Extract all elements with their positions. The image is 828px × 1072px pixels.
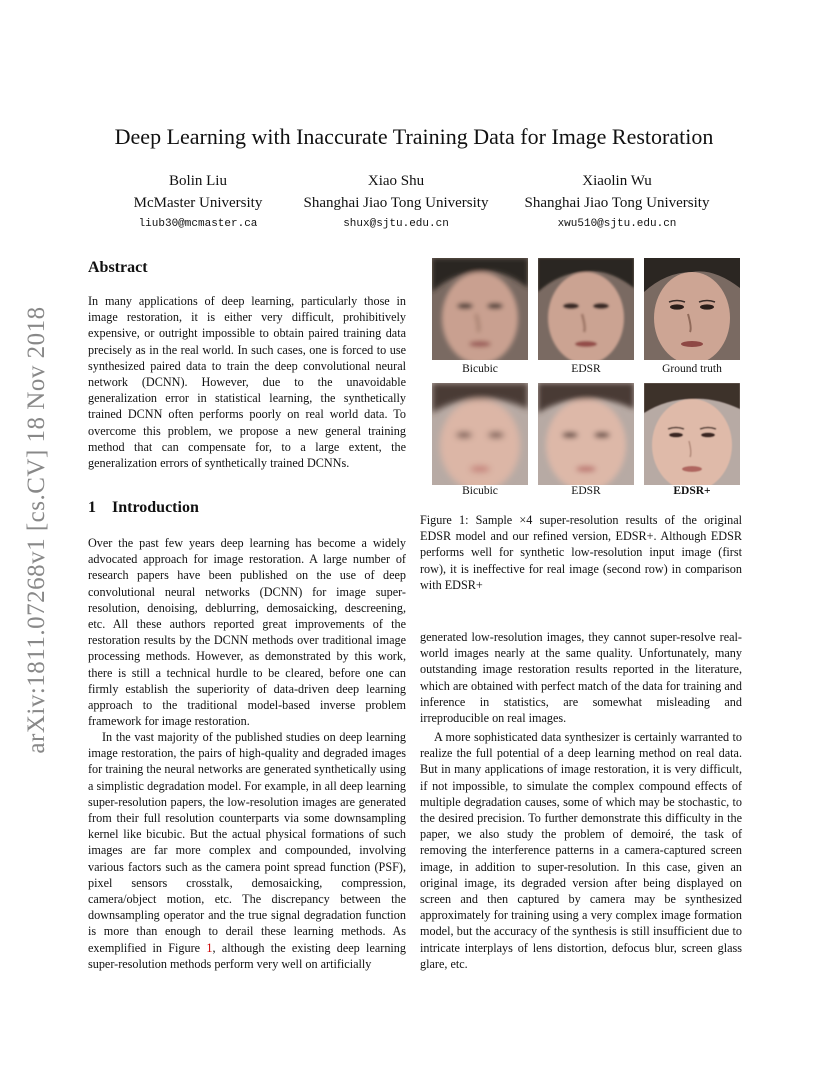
introduction-heading <box>88 499 199 517</box>
face-image-bicubic-synthetic <box>432 258 528 360</box>
label-ground-truth: Ground truth <box>662 363 722 375</box>
section-title: Introduction <box>112 499 199 516</box>
face-image-edsr-plus-real <box>644 383 740 485</box>
abstract-text: In many applications of deep learning, particularly those in image restoration, it is either very difficult, prohibitively expensive, or outright impossible to obtain paired training data precisely as in the real world. In such cases, one is forced to use synthesized paired data to train the deep convolutional neural network (DCNN). However, due to the unavoidable generalization error in statistical learning, the synthetically trained DCNN often performs poorly on real world data. To overcome this problem, we propose a new general training method that can compensate for, to a large extent, the generalization errors of synthetically trained DCNNs. <box>88 294 406 471</box>
author-email: xwu510@sjtu.edu.cn <box>557 218 677 230</box>
author-name: Xiao Shu <box>367 173 425 189</box>
face-image-bicubic-real <box>432 383 528 485</box>
author-name: Bolin Liu <box>169 173 227 189</box>
arxiv-stamp: arXiv:1811.07268v1 [cs.CV] 18 Nov 2018 <box>23 306 50 754</box>
face-image-ground-truth <box>644 258 740 360</box>
author-3 <box>512 170 722 230</box>
author-2 <box>280 170 512 230</box>
author-name: Xiaolin Wu <box>582 173 652 189</box>
paragraph-text: , although the existing deep learning super-resolution methods perform very well on artificially <box>88 940 406 971</box>
author-affiliation: McMaster University <box>133 195 263 211</box>
intro-paragraph-1: Over the past few years deep learning has become a widely advocated approach for image restoration. A large number of research papers have been published on the use of deep convolutional neural networks (DCNN) for image super-resolution, denoising, deblurring, demosaicking, descreening, etc. All these authors reported great improvements of the restoration results by the DCNN methods over traditional image processing methods. However, as demonstrated by this work, there is still a technical hurdle to be cleared, before one can firmly establish the superiority of data-driven deep learning approach to the traditional model-based inverse problem framework for image restoration. <box>88 536 406 729</box>
figure-caption: Figure 1: Sample ×4 super-resolution results of the original EDSR model and our refined version, EDSR+. Although EDSR performs well for synthetic low-resolution input image (first row), it is ineffective for real image (second row) in comparison with EDSR+ <box>420 513 742 592</box>
figure-reference-link[interactable]: 1 <box>206 940 213 955</box>
intro-paragraph-3: generated low-resolution images, they cannot super-resolve real-world images nearly at the same quality. Unfortunately, many outstanding image restoration results reported in the literature, which are obtained with perfect match of the data for training and inference in statistics, are somewhat misleading and irreproducible on real images. <box>420 630 742 726</box>
intro-paragraph-2 <box>88 729 406 972</box>
author-email: shux@sjtu.edu.cn <box>343 218 449 230</box>
face-image-edsr-real <box>538 383 634 485</box>
intro-paragraph-4: A more sophisticated data synthesizer is certainly warranted to realize the full potential of a deep learning method on real data. But in many applications of image restoration, it is very difficult, if not impossible, to simulate the complex compound effects of multiple degradation causes, some of which may be stochastic, to the desired precision. To further demonstrate this difficulty in the paper, we also study the problem of demoiré, the task of removing the interference patterns in a camera-captured screen image, in addition to super-resolution. In this case, given an original image, its degraded version after being displayed on screen and then captured by camera may be synthesized approximately for training using a very complex image formation model, but the accuracy of the synthesis is still insufficient due to intricate interplays of lens distortion, defocus blur, screen glass glare, etc. <box>420 730 742 971</box>
label-edsr: EDSR <box>571 485 601 497</box>
author-email: liub30@mcmaster.ca <box>138 218 258 230</box>
section-number: 1 <box>88 499 96 516</box>
label-edsr-plus: EDSR+ <box>673 485 711 497</box>
label-edsr: EDSR <box>571 363 601 375</box>
figure-row-synthetic <box>430 258 742 360</box>
author-affiliation: Shanghai Jiao Tong University <box>524 195 710 211</box>
abstract-heading: Abstract <box>88 259 148 276</box>
label-bicubic: Bicubic <box>462 485 498 497</box>
face-image-edsr-synthetic <box>538 258 634 360</box>
label-bicubic: Bicubic <box>462 363 498 375</box>
paper-title: Deep Learning with Inaccurate Training Data for Image Restoration <box>114 124 714 149</box>
paragraph-text: In the vast majority of the published studies on deep learning image restoration, the pairs of high-quality and degraded images for training the neural networks are generated synthetically using a simplistic degradation model. For example, in all deep learning super-resolution papers, the low-resolution images are generated from their full resolution counterparts via some downsampling kernel like bicubic. But the actual physical formations of such images are far more complex and compounded, involving various factors such as the camera point spread function (PSF), pixel sensors crosstalk, demosaicking, compression, camera/object motion, etc. The discrepancy between the downsampling operator and the true signal degradation function is more than enough to derail these learning methods. As exemplified in Figure <box>88 730 406 955</box>
figure-row-real <box>430 383 742 485</box>
author-1 <box>108 170 288 230</box>
author-affiliation: Shanghai Jiao Tong University <box>303 195 489 211</box>
